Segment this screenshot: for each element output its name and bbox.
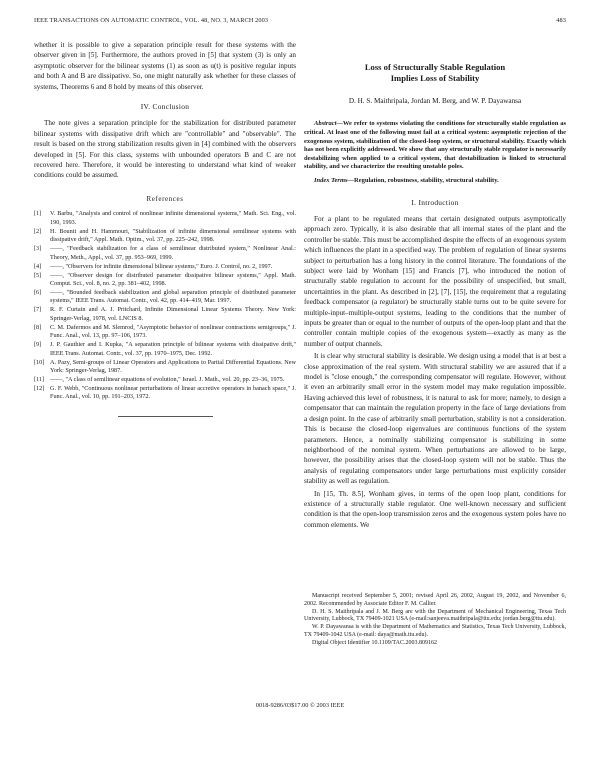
- left-column: [34, 40, 296, 417]
- copyright-footer: 0018-9286/03$17.00 © 2003 IEEE: [255, 702, 345, 709]
- reference-item: [34, 263, 296, 271]
- reference-text: ——, "Feedback stabilization for a class of semilinear distributed system," Nonlinear Anal.: Theory, Meth., Appl., vol. 37, pp. 953–969, 1999.: [50, 245, 296, 261]
- title-line-1: Loss of Structurally Stable Regulation: [364, 62, 506, 72]
- footnotes: [304, 593, 566, 648]
- reference-item: [34, 228, 296, 245]
- reference-list: [34, 210, 296, 401]
- references-heading: References: [146, 194, 184, 203]
- reference-text: ——, "A class of semilinear equations of evolution," Israel. J. Math., vol. 20, pp. 23–36, 1975.: [50, 375, 285, 383]
- reference-text: H. Bounit and H. Hammouri, "Stabilization of infinite dimensional semilinear systems with dissipative drift," Appl. Math. Optim., vol. 37, pp. 225–242, 1998.: [50, 227, 296, 244]
- reference-number: [11]: [34, 375, 45, 383]
- reference-text: J. P. Gauthier and I. Kupka, "A separation principle of bilinear systems with dissipative drift," IEEE Trans. Automat. Contr., vol. 37, pp. 1970–1975, Dec. 1992.: [50, 341, 296, 357]
- index-terms-label: Index Terms—: [314, 176, 355, 184]
- footnote-text: Manuscript received September 5, 2001; revised April 26, 2002, August 19, 2002, and November 6, 2002. Recommended by Associate Editor F. M. Callier.: [304, 593, 566, 607]
- paper-title: [304, 62, 566, 84]
- reference-item: [34, 272, 296, 289]
- title-line-2: Implies Loss of Stability: [390, 73, 480, 83]
- intro-paragraph-1: For a plant to be regulated means that certain designated outputs asymptotically approach zero. Typically, it is also desirable that all internal states of the plant and the controller be stable. This must be accomplished despite the effects of an exogenous system which influences the plant in a specified way. The problem of regulation of linear systems subject to perturbation has a long history in the control literature. The foundations of the subject were laid by Wonham [15] and Francis [7], who introduced the notion of structurally stable regulation to account for the possibility of unspecified, but small, uncertainties in the plant. As described in [2], [7], [15], the requirement that a regulating feedback compensator (a regulator) be structurally stable turns out to be quite severe for multiple-input–multiple-output systems, leading to the conditions that the number of inputs be greater than or equal to the number of outputs of the open-loop plant and that the controller contain multiple copies of the exogenous system—exactly as many as the number of output channels.: [304, 214, 566, 348]
- reference-item: [34, 306, 296, 323]
- reference-text: G. F. Webb, "Continuous nonlinear perturbations of linear accretive operators in banach space," J. Func. Anal., vol. 10, pp. 191–203, 1972.: [50, 384, 296, 401]
- index-terms: [304, 177, 566, 186]
- reference-number: [12]: [34, 384, 45, 392]
- conclusion-heading: IV. Conclusion: [140, 102, 190, 112]
- reference-number: [4]: [34, 262, 42, 270]
- reference-item: [34, 341, 296, 358]
- reference-text: ——, "Observers for infinite dimensional bilinear systems," Euro. J. Control, no. 2, 1997.: [50, 262, 273, 270]
- page-number: 483: [556, 17, 566, 24]
- reference-number: [8]: [34, 323, 42, 331]
- journal-header: IEEE TRANSACTIONS ON AUTOMATIC CONTROL, VOL. 48, NO. 3, MARCH 2003: [34, 17, 269, 24]
- conclusion-text: The note gives a separation principle for the stabilization for distributed parameter bilinear systems with dissipative drift which are "controllable" and "observable". The result is based on the strong stabilization results given in [4] combined with the observers developed in [5]. For this class, systems with unbounded operators B and C are not recovered here. Therefore, it would be interesting to understand what kind of weaker conditions could be assumed.: [34, 119, 296, 180]
- reference-item: [34, 245, 296, 262]
- reference-text: R. F. Curtain and A. J. Pritchard, Infinite Dimensional Linear Systems Theory. New York: Springer-Verlag, 1978, vol. LNCIS 8.: [50, 306, 296, 322]
- reference-number: [6]: [34, 288, 42, 296]
- footnote-text: D. H. S. Maithripala and J. M. Berg are with the Department of Mechanical Engineering, Texas Tech University, Lubbock, TX 79409-1021 USA (e-mail:sanjeeva.maithripala@ttu.edu; jordan.berg@ttu.edu).: [304, 608, 566, 623]
- reference-item: [34, 359, 296, 376]
- abstract: [304, 120, 566, 172]
- footnote-text: W. P. Dayawansa is with the Department of Mathematics and Statistics, Texas Tech University, Lubbock, TX 79409-1042 USA (e-mail: daya@math.ttu.edu).: [304, 624, 566, 638]
- reference-text: ——, "Bounded feedback stabilization and global separation principle of distributed parameter systems," IEEE Trans. Automat. Contr., vol. 42, pp. 414–419, Mar. 1997.: [50, 288, 296, 305]
- reference-item: [34, 324, 296, 341]
- reference-number: [1]: [34, 210, 42, 218]
- reference-text: C. M. Dafermos and M. Slemrod, "Asymptotic behavior of nonlinear contractions semigroups," J. Func. Anal., vol. 13, pp. 97–106, 1973.: [50, 323, 296, 340]
- reference-item: [34, 385, 296, 402]
- reference-text: V. Barbu, "Analysis and control of nonlinear infinite dimensional systems," Math. Sci. Eng., vol. 190, 1993.: [50, 210, 296, 226]
- introduction-heading: I. Introduction: [411, 197, 459, 207]
- intro-paragraph-2: It is clear why structural stability is desirable. We design using a model that is at best a close approximation of the real system. With structural stability we are assured that if a model is "close enough," the corresponding compensator will regulate. However, without it even an arbitrarily small error in the system model may make regulation impossible. Having achieved this level of robustness, it is natural to ask for more; namely, to design a compensator that can maintain the regulation property in the face of large deviations from a design point. In the case of arbitrarily small perturbation, stability is not a consideration. This is because the closed-loop eigenvalues are continuous functions of the system parameters. Hence, a nominally stabilizing compensator is stabilizing in some neighborhood of the nominal system. When perturbations are allowed to be large, however, the possibility arises that the closed-loop system will not be stable. Thus the analysis of regulating compensators under large perturbations must explicitly consider stability as well as regulation.: [304, 352, 566, 486]
- reference-number: [2]: [34, 227, 42, 235]
- authors: D. H. S. Maithripala, Jordan M. Berg, and W. P. Dayawansa: [348, 97, 522, 105]
- reference-item: [34, 210, 296, 227]
- reference-text: A. Pazy, Semi-groups of Linear Operators and Applications to Partial Differential Equations. New York: Springer-Verlag, 1987.: [50, 358, 296, 374]
- column-divider: [118, 416, 213, 417]
- intro-paragraph: whether it is possible to give a separation principle result for these systems with the observer given in [5]. Furthermore, the authors proved in [5] that system (3) is only an asymptotic observer for the bilinear systems (1) as soon as u(t) is positive regular inputs and both A and B are dissipative. So, one might naturally ask whether for these classes of systems, Theorems 6 and 8 hold by means of this observer.: [34, 41, 296, 91]
- running-header: [34, 17, 566, 27]
- abstract-text: We refer to systems violating the conditions for structurally stable regulation as critical. At least one of the following must fail at a critical system: asymptotic rejection of the exogenous system, stabilization of the closed-loop system, or structural stability. Exactly which has not been explicitly addressed. We show that any structurally stable regulator is necessarily destabilizing when applied to a critical system, that destabilization is linked to structural stability, and we characterize the resulting unstable poles.: [304, 120, 566, 171]
- intro-paragraph-3: In [15, Th. 8.5], Wonham gives, in terms of the open loop plant, conditions for existence of a structurally stable regulator. One well-known necessary and sufficient condition is that the open-loop transmission zeros and the exogenous system poles have no common elements. We: [304, 489, 566, 529]
- reference-item: [34, 289, 296, 306]
- reference-number: [10]: [34, 358, 45, 366]
- right-column: [304, 40, 566, 530]
- abstract-label: Abstract—: [314, 120, 343, 128]
- reference-number: [5]: [34, 271, 42, 279]
- footnote-text: Digital Object Identifier 10.1109/TAC.2003.809162: [312, 639, 437, 646]
- reference-number: [9]: [34, 341, 42, 349]
- reference-item: [34, 376, 296, 384]
- index-terms-text: Regulation, robustness, stability, structural stability.: [354, 176, 499, 184]
- reference-text: ——, "Observer design for distributed parameter dissipative bilinear systems," Appl. Math. Comput. Sci., vol. 8, no. 2, pp. 381–402, 1998.: [50, 271, 296, 287]
- reference-number: [3]: [34, 245, 42, 253]
- reference-number: [7]: [34, 306, 42, 314]
